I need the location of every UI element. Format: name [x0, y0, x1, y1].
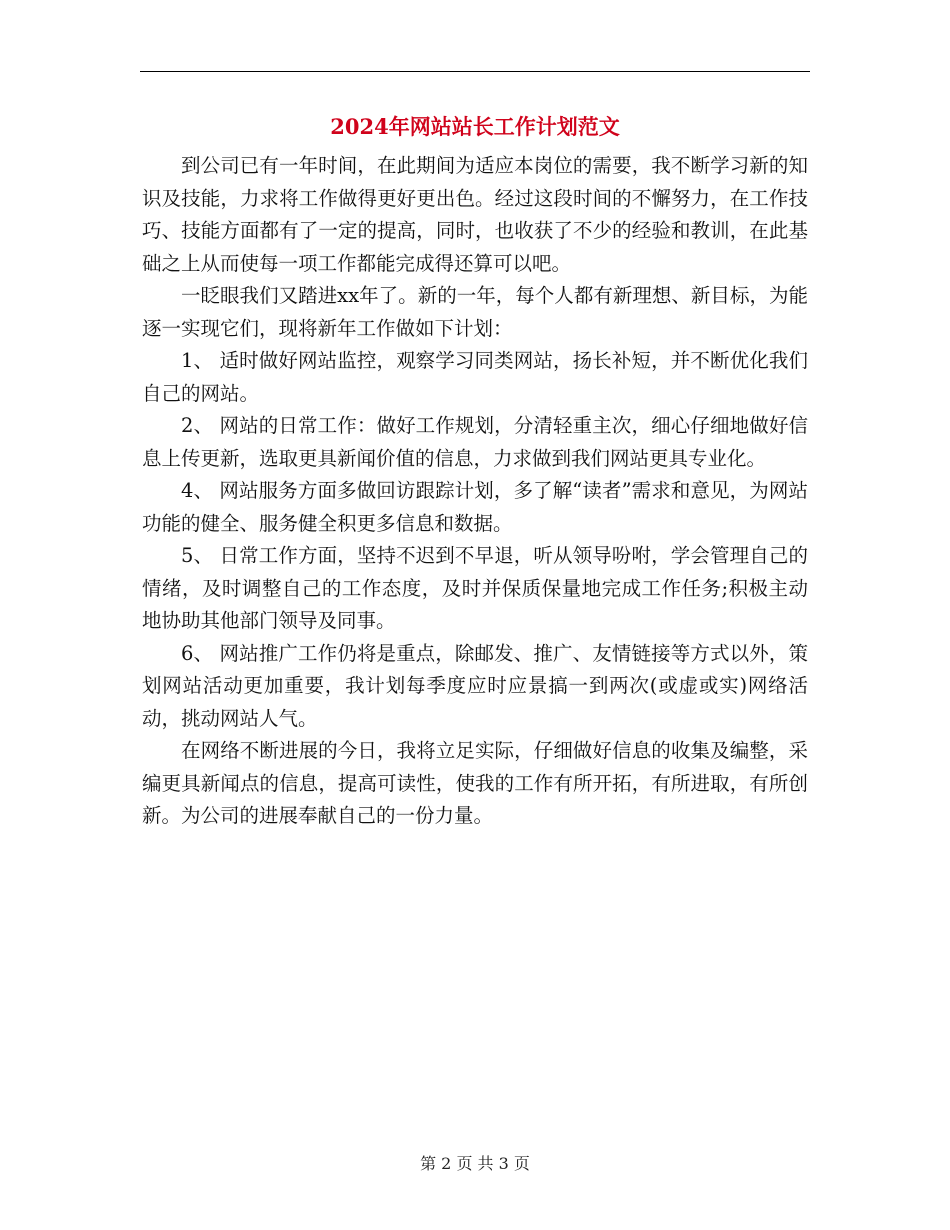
- paragraph-item-1: 1、 适时做好网站监控，观察学习同类网站，扬长补短，并不断优化我们自己的网站。: [142, 349, 808, 405]
- paragraph-new-year: 一眨眼我们又踏进xx年了。新的一年，每个人都有新理想、新目标，为能逐一实现它们，现将新年工作做如下计划：: [142, 284, 808, 340]
- paragraph-item-6: 6、 网站推广工作仍将是重点，除邮发、推广、友情链接等方式以外，策划网站活动更加重要，我计划每季度应时应景搞一到两次(或虚或实)网络活动，挑动网站人气。: [142, 641, 808, 730]
- paragraph-item-5: 5、 日常工作方面，坚持不迟到不早退，听从领导吩咐，学会管理自己的情绪，及时调整自己的工作态度，及时并保质保量地完成工作任务;积极主动地协助其他部门领导及同事。: [142, 544, 808, 632]
- document-body: [142, 150, 808, 833]
- paragraph-item-4: 4、 网站服务方面多做回访跟踪计划，多了解“读者”需求和意见，为网站功能的健全、服务健全积更多信息和数据。: [142, 479, 808, 535]
- paragraph-intro: 到公司已有一年时间，在此期间为适应本岗位的需要，我不断学习新的知识及技能，力求将工作做得更好更出色。经过这段时间的不懈努力，在工作技巧、技能方面都有了一定的提高，同时，也收获了不少的经验和教训，在此基础之上从而使每一项工作都能完成得还算可以吧。: [142, 154, 808, 275]
- header-rule: [140, 71, 810, 72]
- page-number: 第 2 页 共 3 页: [420, 1154, 530, 1173]
- paragraph-conclusion: 在网络不断进展的今日，我将立足实际，仔细做好信息的收集及编整，采编更具新闻点的信息，提高可读性，使我的工作有所开拓，有所进取，有所创新。为公司的进展奉献自己的一份力量。: [142, 739, 808, 827]
- document-title: 2024年网站站长工作计划范文: [330, 114, 620, 139]
- paragraph-item-2: 2、 网站的日常工作：做好工作规划，分清轻重主次，细心仔细地做好信息上传更新，选取更具新闻价值的信息，力求做到我们网站更具专业化。: [142, 414, 808, 470]
